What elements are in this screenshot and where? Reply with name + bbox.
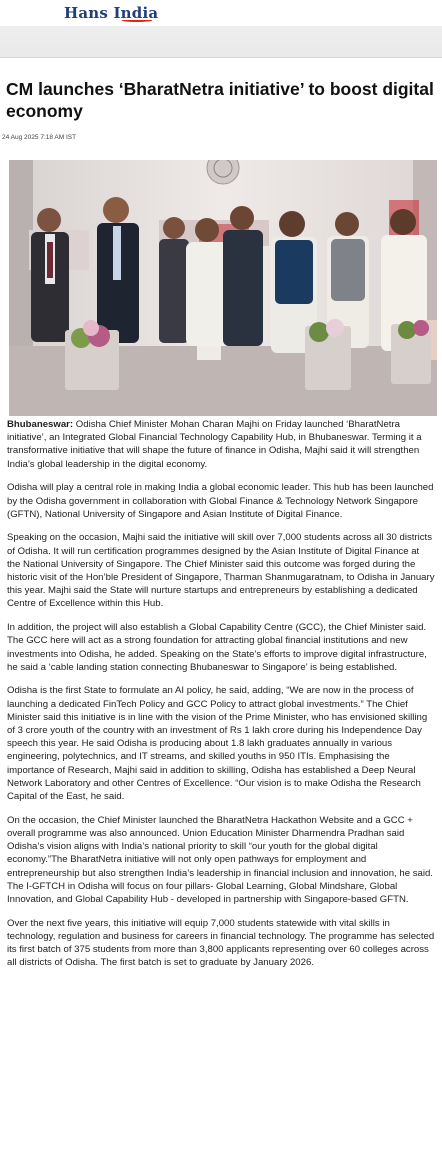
paragraph: Odisha will play a central role in making India a global economic leader. This hub has been launched by the Odisha government in collaboration with Global Finance & Technology Network Singapore (GFTN), National University of Singapore and Asian Institute of Digital Finance. [7,482,434,520]
paragraph-text: Odisha Chief Minister Mohan Charan Majhi on Friday launched ‘BharatNetra initiative’, an Integrated Global Financial Technology Capability Hub, in Bhubaneswar. Terming it a transformative initiative that will shape the future of finance in Odisha, Majhi said it will strengthen India’s global leadership in the digital economy. [7,419,422,470]
site-header [0,0,442,58]
logo-word-hans: Hans [64,4,114,22]
article-body [7,418,435,980]
article-photo [9,160,437,416]
paragraph [7,418,435,471]
paragraph: Over the next five years, this initiative will equip 7,000 students statewide with vital skills in technology, regulation and business for careers in financial technology. The programme has selected its first batch of 375 students from more than 3,800 applicants representing over 60 colleges across all districts of Odisha. The first batch is set to graduate by January 2026. [7,917,435,969]
event-photo-icon [9,160,437,416]
publish-date: 24 Aug 2025 7:18 AM IST [2,134,77,141]
logo-word-india: India [113,4,159,22]
paragraph: In addition, the project will also establish a Global Capability Centre (GCC), the Chief Minister said. The GCC here will act as a strong foundation for attracting global financial institutions and new investments into Odisha, he added. Speaking on the State’s efforts to improve digital infrastructure, he said a ‘cable landing station connecting Bhubaneswar to Singapore’ is being established. [7,622,427,673]
paragraph: On the occasion, the Chief Minister launched the BharatNetra Hackathon Website and a GCC + overall programme was also announced. Union Education Minister Dharmendra Pradhan said Odisha’s vision aligns with India’s national priority to skill “our youth for the global digital economy.”The BharatNetra initiative will not only open pathways for employment and entrepreneurship but also strengthen India’s leadership in financial inclusion and innovation, he said. The I-GFTCH in Odisha will focus on four pillars- Global Learning, Global Mindshare, Global Innovation, and Global Capability Hub - developed in partnership with Singapore-based GFTN. [7,814,433,905]
paragraph: Speaking on the occasion, Majhi said the initiative will skill over 7,000 students across all 30 districts of Odisha. It will run certification programmes designed by the Asian Institute of Digital Finance at the National University of Singapore. The Chief Minister said this outcome was forged during the historic visit of the Hon’ble President of Singapore, Tharman Shanmugaratnam, to Odisha in January this year. Majhi said the State will nurture startups and entrepreneurs by establishing a dedicated Centre of Excellence within this Hub. [7,532,435,610]
logo-swoosh-icon [122,19,152,22]
site-logo[interactable] [64,4,158,22]
article-headline: CM launches ‘BharatNetra initiative’ to boost digital economy [6,79,434,121]
paragraph: Odisha is the first State to formulate an AI policy, he said, adding, “We are now in the process of launching a dedicated FinTech Policy and GCC Policy to attract global investments.” The Chief Minister said this initiative is in line with the vision of the Prime Minister, who has envisioned skilling of 3 crore youth of the country with an investment of Rs 1 lakh crore during his Independence Day speech this year. He said Odisha is producing about 1.8 lakh graduates annually in various engineering, polytechnics, and IT streams, and skilled youths in 950 ITIs. Emphasising the importance of Research, Majhi said in addition to skilling, Odisha has established a Deep Neural Network Laboratory and other Centres of Excellence. “Our vision is to make Odisha the Research Capital of the East, he said. [7,685,428,803]
article-dateline: Bhubaneswar: [7,419,74,430]
